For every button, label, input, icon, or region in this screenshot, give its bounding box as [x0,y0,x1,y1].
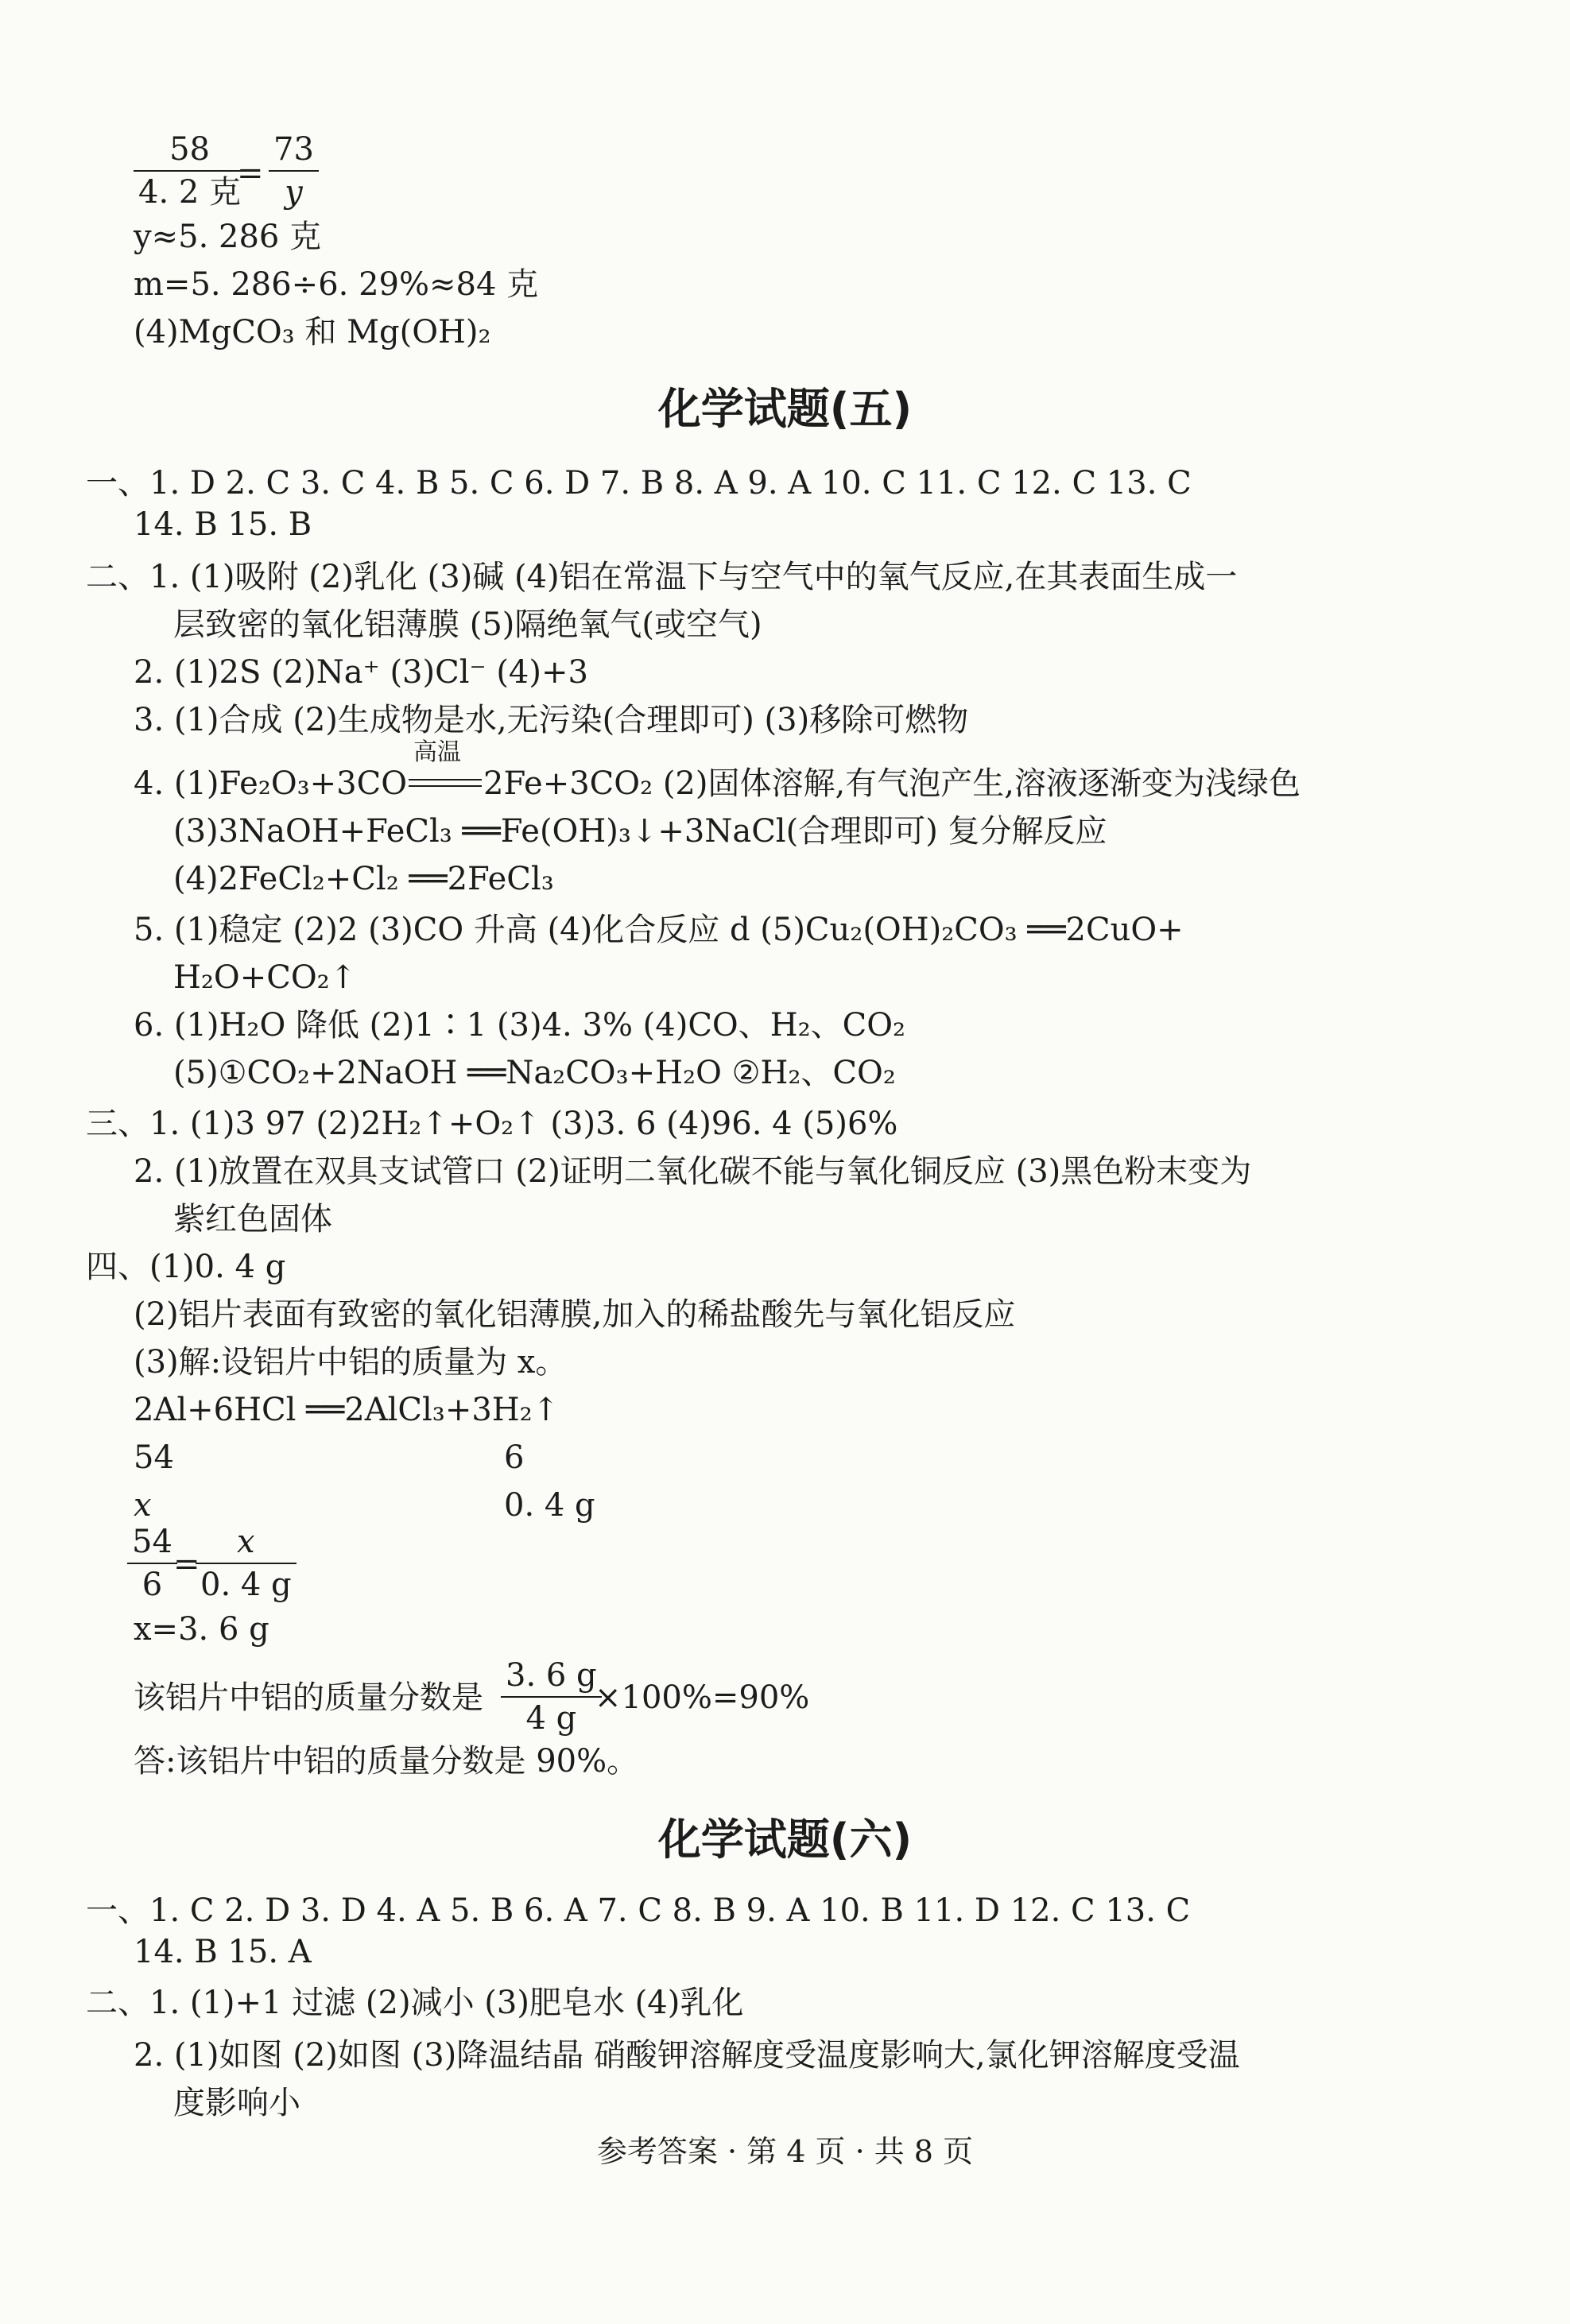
s5-q4-percentage-line [134,1679,483,1716]
answer-4-line: (4)MgCO₃ 和 Mg(OH)₂ [134,314,491,351]
s5-q3-1: 三、1. (1)3 97 (2)2H₂↑+O₂↑ (3)3. 6 (4)96. 4 (5)6% [86,1106,898,1142]
s5-q2-6-line2: (5)①CO₂+2NaOH ══Na₂CO₃+H₂O ②H₂、CO₂ [173,1055,896,1091]
s5-q4-equation: 2Al+6HCl ══2AlCl₃+3H₂↑ [134,1392,560,1428]
s6-q2-1: 二、1. (1)+1 过滤 (2)减小 (3)肥皂水 (4)乳化 [86,1985,744,2021]
equals-line-top [409,779,482,780]
s5-q2-4-products: 2Fe+3CO₂ (2)固体溶解,有气泡产生,溶液逐渐变为浅绿色 [483,765,1301,802]
s5-q3-2-line1: 2. (1)放置在双具支试管口 (2)证明二氧化碳不能与氧化铜反应 (3)黑色粉末变为 [134,1153,1252,1190]
reaction-condition-arrow [407,738,483,800]
s5-q2-4-reactants: 4. (1)Fe₂O₃+3CO [134,765,408,802]
s5-q4-ratio-6: 6 [504,1439,525,1476]
s5-q4-ratio-04g: 0. 4 g [504,1487,595,1524]
s5-q2-1-line2: 层致密的氧化铝薄膜 (5)隔绝氧气(或空气) [173,606,762,643]
condition-high-temp: 高温 [413,738,462,766]
s5-q4-ratio-54: 54 [134,1439,174,1476]
fraction-73-over-y: $\frac{73}{y}$ [269,134,319,208]
s6-q2-2-line2: 度影响小 [173,2085,300,2121]
s5-q4-answer: 答:该铝片中铝的质量分数是 90%。 [134,1743,639,1780]
s5-q2-6-line1: 6. (1)H₂O 降低 (2)1∶1 (3)4. 3% (4)CO、H₂、CO₂ [134,1007,906,1044]
s5-q2-1-line1: 二、1. (1)吸附 (2)乳化 (3)碱 (4)铝在常温下与空气中的氧气反应,在其表面生成一 [86,559,1238,595]
s5-q2-4-line2: (3)3NaOH+FeCl₃ ══Fe(OH)₃↓+3NaCl(合理即可) 复分解反应 [173,813,1107,850]
fraction-54-over-6: $\frac{54}{6}$ [127,1526,177,1601]
fraction-x-over-04g: $\frac{x}{0. 4 g}$ [196,1526,297,1601]
s5-q2-2: 2. (1)2S (2)Na⁺ (3)Cl⁻ (4)+3 [134,654,588,691]
section-title-5: 化学试题(五) [657,384,913,434]
section-title-6: 化学试题(六) [657,1815,913,1865]
s5-q2-3: 3. (1)合成 (2)生成物是水,无污染(合理即可) (3)移除可燃物 [134,702,969,738]
s5-q2-5-line1: 5. (1)稳定 (2)2 (3)CO 升高 (4)化合反应 d (5)Cu₂(OH)₂CO₃ ══2CuO+ [134,912,1184,948]
s5-q1-line1: 一、1. D 2. C 3. C 4. B 5. C 6. D 7. B 8. A 9. A 10. C 11. C 12. C 13. C [86,465,1192,502]
s6-q2-2-line1: 2. (1)如图 (2)如图 (3)降温结晶 硝酸钾溶解度受温度影响大,氯化钾溶解度受温 [134,2037,1240,2074]
percentage-prefix: 该铝片中铝的质量分数是 [134,1679,483,1716]
s5-q4-ratio-x: x [134,1487,152,1524]
equals-sign-2: = [173,1546,200,1582]
s5-q4-x-result: x=3. 6 g [134,1611,269,1648]
page-footer: 参考答案 · 第 4 页 · 共 8 页 [596,2134,974,2169]
s5-q1-line2: 14. B 15. B [134,506,312,543]
percentage-suffix: ×100%=90% [595,1679,810,1716]
s5-q4-3: (3)解:设铝片中铝的质量为 x。 [134,1344,568,1381]
s5-q4-2: (2)铝片表面有致密的氧化铝薄膜,加入的稀盐酸先与氧化铝反应 [134,1296,1016,1333]
s5-q4-1: 四、(1)0. 4 g [86,1249,286,1285]
y-result-line: y≈5. 286 克 [134,219,322,255]
s6-q1-line2: 14. B 15. A [134,1934,312,1970]
s5-q2-4-line1 [134,738,1301,802]
s5-q3-2-line2: 紫红色固体 [173,1201,332,1238]
s6-q1-line1: 一、1. C 2. D 3. D 4. A 5. B 6. A 7. C 8. B 9. A 10. B 11. D 12. C 13. C [86,1892,1191,1929]
s5-q2-5-line2: H₂O+CO₂↑ [173,959,357,996]
equals-sign: = [237,155,264,192]
m-result-line: m=5. 286÷6. 29%≈84 克 [134,266,539,303]
fraction-36g-over-4g: $\frac{3. 6 g}{4 g}$ [501,1660,602,1734]
equals-line-bottom [409,785,482,787]
s5-q2-4-line3: (4)2FeCl₂+Cl₂ ══2FeCl₃ [173,861,554,897]
fraction-58-over-4.2g: 58 4. 2 克 [134,134,246,208]
